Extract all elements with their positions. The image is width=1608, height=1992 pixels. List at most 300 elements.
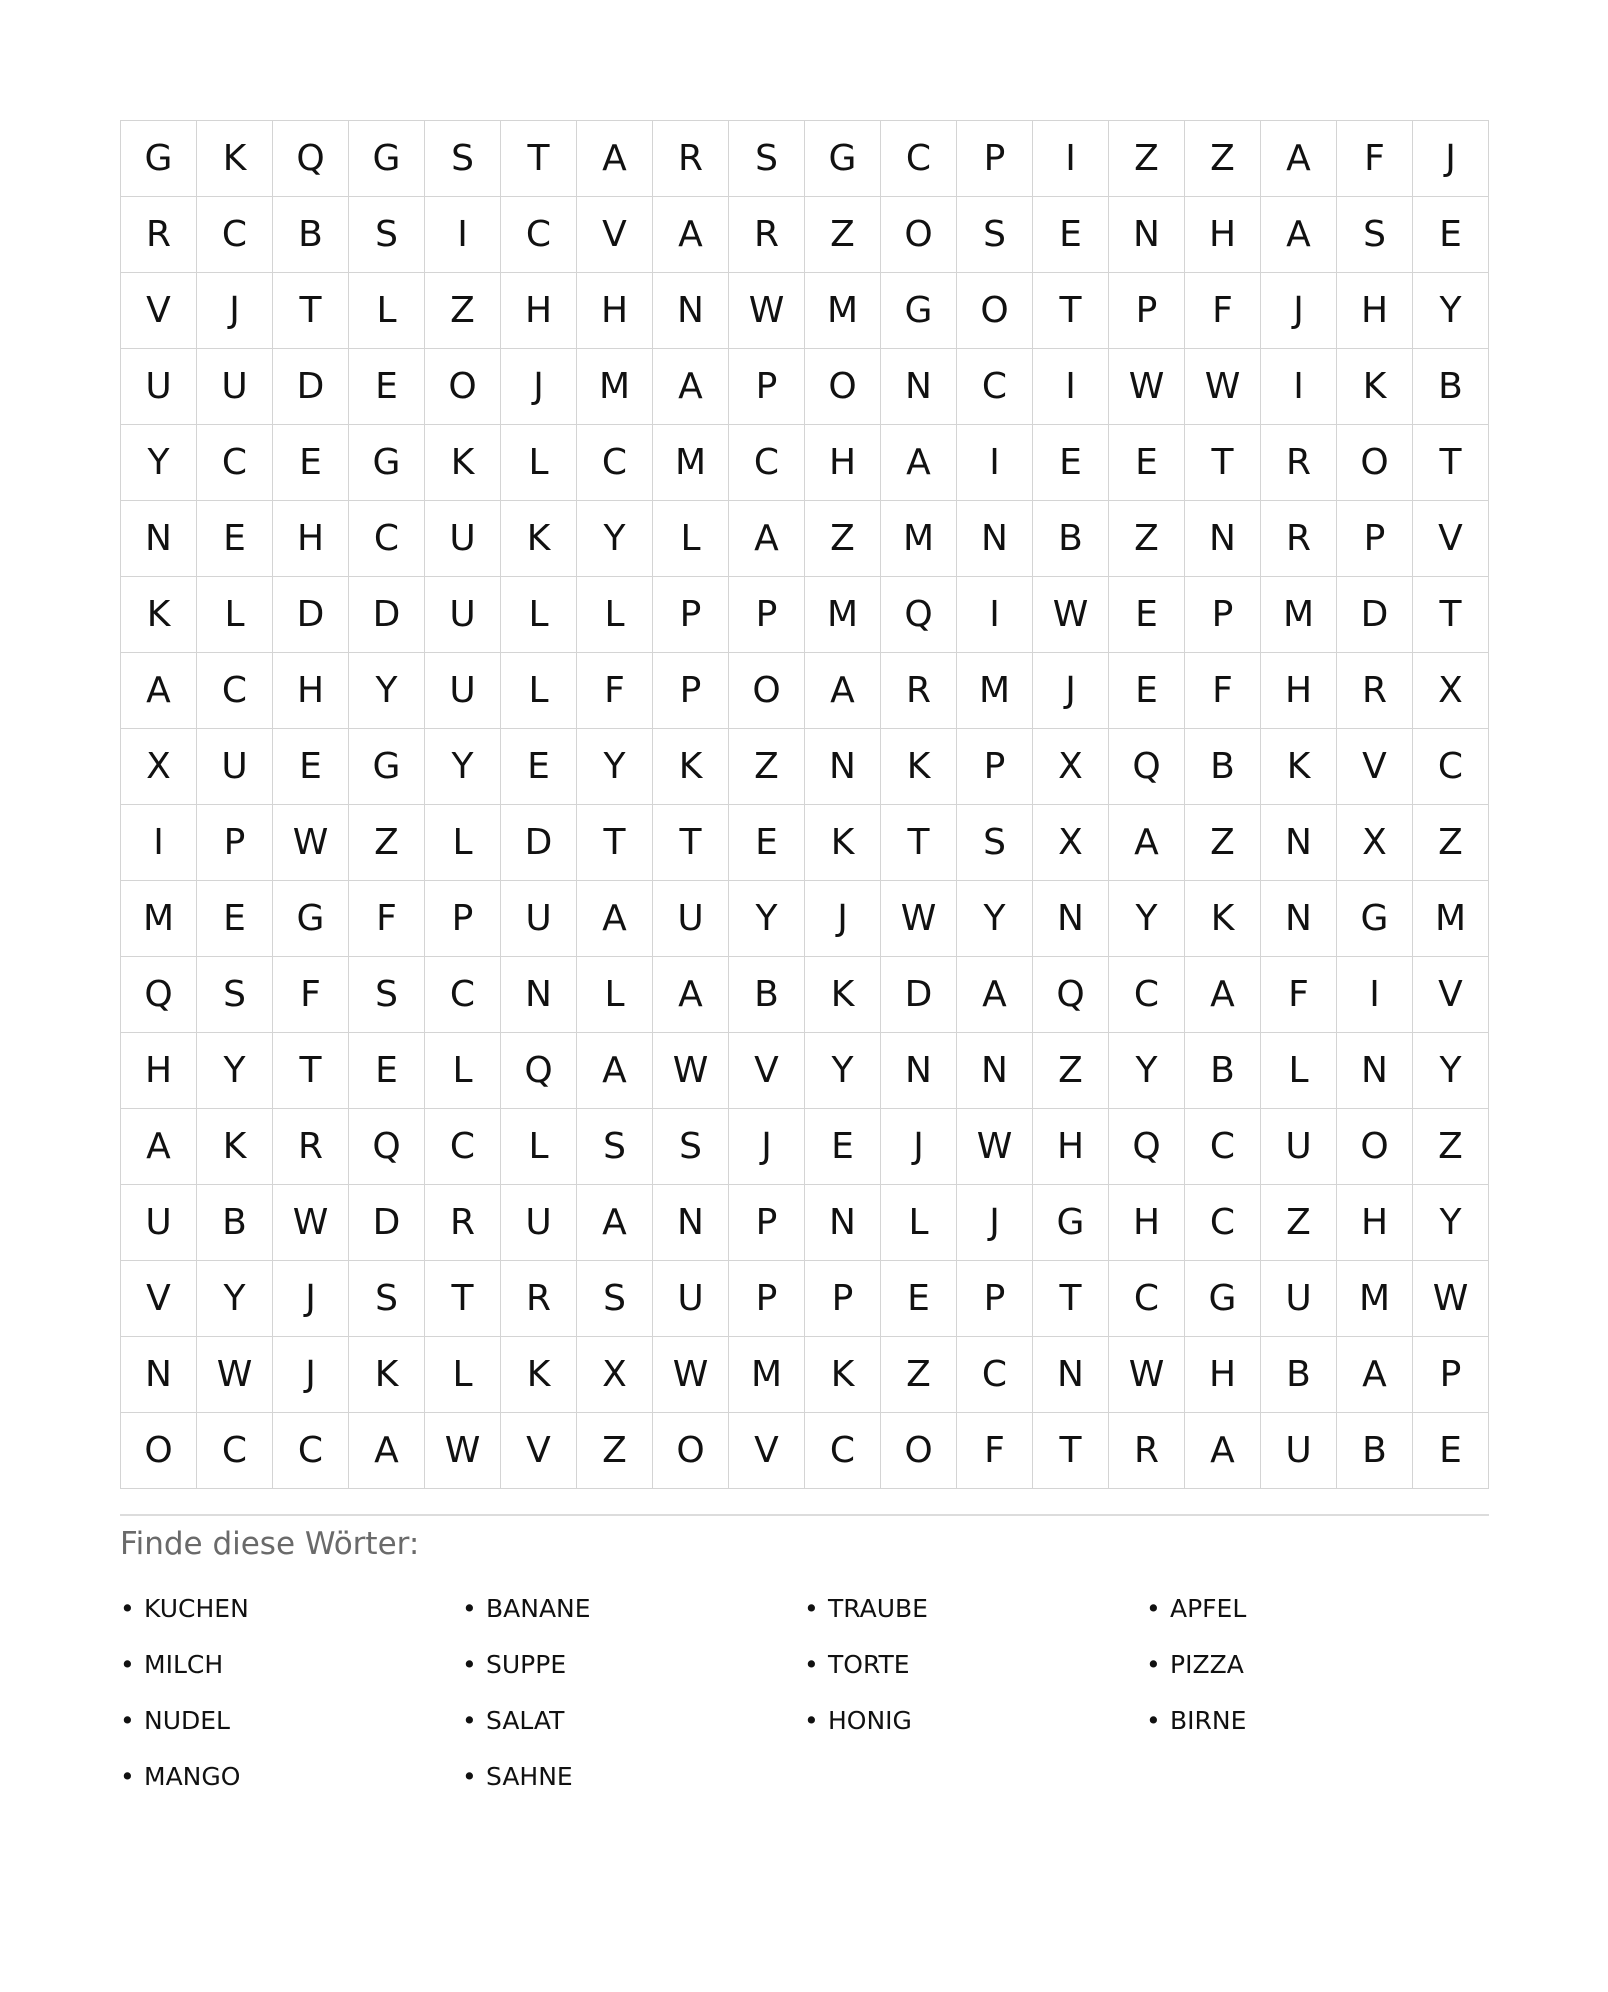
grid-cell[interactable]: M: [729, 1337, 805, 1413]
grid-cell[interactable]: K: [501, 501, 577, 577]
grid-cell[interactable]: C: [957, 349, 1033, 425]
grid-cell[interactable]: E: [729, 805, 805, 881]
grid-cell[interactable]: N: [1033, 1337, 1109, 1413]
grid-cell[interactable]: C: [577, 425, 653, 501]
grid-cell[interactable]: G: [349, 425, 425, 501]
grid-cell[interactable]: I: [957, 577, 1033, 653]
grid-cell[interactable]: O: [1337, 1109, 1413, 1185]
grid-cell[interactable]: U: [197, 349, 273, 425]
grid-cell[interactable]: V: [577, 197, 653, 273]
grid-cell[interactable]: C: [729, 425, 805, 501]
grid-cell[interactable]: N: [1261, 805, 1337, 881]
grid-cell[interactable]: J: [881, 1109, 957, 1185]
grid-cell[interactable]: P: [1337, 501, 1413, 577]
grid-cell[interactable]: A: [577, 1033, 653, 1109]
grid-cell[interactable]: N: [501, 957, 577, 1033]
grid-cell[interactable]: J: [805, 881, 881, 957]
grid-cell[interactable]: B: [1261, 1337, 1337, 1413]
grid-cell[interactable]: E: [349, 1033, 425, 1109]
grid-cell[interactable]: B: [273, 197, 349, 273]
grid-cell[interactable]: A: [121, 653, 197, 729]
grid-cell[interactable]: C: [273, 1413, 349, 1489]
grid-cell[interactable]: K: [197, 121, 273, 197]
grid-cell[interactable]: Z: [729, 729, 805, 805]
grid-cell[interactable]: V: [1337, 729, 1413, 805]
grid-cell[interactable]: E: [197, 501, 273, 577]
grid-cell[interactable]: V: [1413, 501, 1489, 577]
grid-cell[interactable]: M: [1413, 881, 1489, 957]
grid-cell[interactable]: W: [1109, 349, 1185, 425]
grid-cell[interactable]: W: [957, 1109, 1033, 1185]
grid-cell[interactable]: Q: [273, 121, 349, 197]
grid-cell[interactable]: A: [577, 121, 653, 197]
grid-cell[interactable]: U: [1261, 1109, 1337, 1185]
grid-cell[interactable]: A: [121, 1109, 197, 1185]
grid-cell[interactable]: Y: [197, 1033, 273, 1109]
grid-cell[interactable]: H: [121, 1033, 197, 1109]
grid-cell[interactable]: S: [425, 121, 501, 197]
grid-cell[interactable]: G: [805, 121, 881, 197]
grid-cell[interactable]: P: [805, 1261, 881, 1337]
grid-cell[interactable]: Z: [425, 273, 501, 349]
grid-cell[interactable]: Q: [881, 577, 957, 653]
grid-cell[interactable]: K: [805, 957, 881, 1033]
grid-cell[interactable]: G: [1033, 1185, 1109, 1261]
grid-cell[interactable]: H: [1185, 197, 1261, 273]
grid-cell[interactable]: P: [653, 577, 729, 653]
grid-cell[interactable]: M: [957, 653, 1033, 729]
grid-cell[interactable]: Z: [1109, 501, 1185, 577]
grid-cell[interactable]: N: [1033, 881, 1109, 957]
grid-cell[interactable]: M: [1337, 1261, 1413, 1337]
grid-cell[interactable]: P: [957, 1261, 1033, 1337]
grid-cell[interactable]: R: [121, 197, 197, 273]
grid-cell[interactable]: J: [273, 1337, 349, 1413]
grid-cell[interactable]: W: [273, 1185, 349, 1261]
grid-cell[interactable]: N: [653, 273, 729, 349]
grid-cell[interactable]: F: [1337, 121, 1413, 197]
grid-cell[interactable]: L: [653, 501, 729, 577]
grid-cell[interactable]: L: [425, 1033, 501, 1109]
grid-cell[interactable]: Y: [349, 653, 425, 729]
grid-cell[interactable]: I: [1033, 121, 1109, 197]
grid-cell[interactable]: W: [1033, 577, 1109, 653]
grid-cell[interactable]: L: [425, 1337, 501, 1413]
grid-cell[interactable]: R: [653, 121, 729, 197]
grid-cell[interactable]: M: [805, 273, 881, 349]
grid-cell[interactable]: Q: [1033, 957, 1109, 1033]
grid-cell[interactable]: S: [349, 957, 425, 1033]
grid-cell[interactable]: K: [1337, 349, 1413, 425]
grid-cell[interactable]: Y: [1413, 1185, 1489, 1261]
grid-cell[interactable]: C: [197, 1413, 273, 1489]
grid-cell[interactable]: C: [1185, 1109, 1261, 1185]
grid-cell[interactable]: O: [881, 1413, 957, 1489]
grid-cell[interactable]: U: [425, 577, 501, 653]
grid-cell[interactable]: Q: [1109, 1109, 1185, 1185]
grid-cell[interactable]: C: [349, 501, 425, 577]
grid-cell[interactable]: A: [349, 1413, 425, 1489]
grid-cell[interactable]: M: [121, 881, 197, 957]
grid-cell[interactable]: J: [729, 1109, 805, 1185]
grid-cell[interactable]: E: [1033, 425, 1109, 501]
grid-cell[interactable]: H: [1185, 1337, 1261, 1413]
grid-cell[interactable]: A: [1185, 957, 1261, 1033]
grid-cell[interactable]: A: [729, 501, 805, 577]
grid-cell[interactable]: W: [1109, 1337, 1185, 1413]
grid-cell[interactable]: B: [1185, 729, 1261, 805]
grid-cell[interactable]: N: [881, 349, 957, 425]
grid-cell[interactable]: T: [1185, 425, 1261, 501]
grid-cell[interactable]: C: [197, 425, 273, 501]
grid-cell[interactable]: E: [1413, 197, 1489, 273]
grid-cell[interactable]: T: [1413, 577, 1489, 653]
grid-cell[interactable]: N: [957, 1033, 1033, 1109]
grid-cell[interactable]: V: [501, 1413, 577, 1489]
grid-cell[interactable]: C: [1185, 1185, 1261, 1261]
grid-cell[interactable]: S: [729, 121, 805, 197]
grid-cell[interactable]: N: [1261, 881, 1337, 957]
grid-cell[interactable]: W: [1185, 349, 1261, 425]
grid-cell[interactable]: C: [197, 653, 273, 729]
grid-cell[interactable]: P: [729, 577, 805, 653]
grid-cell[interactable]: K: [501, 1337, 577, 1413]
grid-cell[interactable]: Z: [1185, 805, 1261, 881]
grid-cell[interactable]: H: [577, 273, 653, 349]
grid-cell[interactable]: N: [881, 1033, 957, 1109]
grid-cell[interactable]: W: [653, 1033, 729, 1109]
grid-cell[interactable]: G: [121, 121, 197, 197]
grid-cell[interactable]: T: [273, 1033, 349, 1109]
grid-cell[interactable]: O: [881, 197, 957, 273]
grid-cell[interactable]: Y: [1109, 881, 1185, 957]
grid-cell[interactable]: Y: [425, 729, 501, 805]
grid-cell[interactable]: N: [805, 1185, 881, 1261]
grid-cell[interactable]: W: [1413, 1261, 1489, 1337]
grid-cell[interactable]: Y: [957, 881, 1033, 957]
grid-cell[interactable]: Z: [1185, 121, 1261, 197]
grid-cell[interactable]: K: [653, 729, 729, 805]
grid-cell[interactable]: V: [121, 273, 197, 349]
grid-cell[interactable]: R: [1261, 425, 1337, 501]
grid-cell[interactable]: H: [273, 653, 349, 729]
grid-cell[interactable]: U: [653, 881, 729, 957]
grid-cell[interactable]: Z: [881, 1337, 957, 1413]
grid-cell[interactable]: P: [957, 121, 1033, 197]
grid-cell[interactable]: J: [273, 1261, 349, 1337]
grid-cell[interactable]: J: [197, 273, 273, 349]
grid-cell[interactable]: B: [197, 1185, 273, 1261]
grid-cell[interactable]: Q: [501, 1033, 577, 1109]
grid-cell[interactable]: L: [501, 577, 577, 653]
grid-cell[interactable]: H: [501, 273, 577, 349]
grid-cell[interactable]: F: [957, 1413, 1033, 1489]
grid-cell[interactable]: T: [1033, 1261, 1109, 1337]
grid-cell[interactable]: B: [729, 957, 805, 1033]
grid-cell[interactable]: C: [1109, 957, 1185, 1033]
grid-cell[interactable]: N: [121, 1337, 197, 1413]
grid-cell[interactable]: C: [805, 1413, 881, 1489]
grid-cell[interactable]: A: [881, 425, 957, 501]
grid-cell[interactable]: H: [1109, 1185, 1185, 1261]
grid-cell[interactable]: M: [805, 577, 881, 653]
grid-cell[interactable]: Y: [197, 1261, 273, 1337]
grid-cell[interactable]: N: [957, 501, 1033, 577]
grid-cell[interactable]: L: [501, 425, 577, 501]
grid-cell[interactable]: A: [653, 197, 729, 273]
grid-cell[interactable]: P: [197, 805, 273, 881]
grid-cell[interactable]: A: [577, 881, 653, 957]
grid-cell[interactable]: S: [349, 1261, 425, 1337]
grid-cell[interactable]: F: [273, 957, 349, 1033]
grid-cell[interactable]: Q: [121, 957, 197, 1033]
grid-cell[interactable]: S: [197, 957, 273, 1033]
grid-cell[interactable]: I: [425, 197, 501, 273]
grid-cell[interactable]: D: [349, 577, 425, 653]
grid-cell[interactable]: O: [121, 1413, 197, 1489]
grid-cell[interactable]: Y: [805, 1033, 881, 1109]
grid-cell[interactable]: V: [729, 1413, 805, 1489]
grid-cell[interactable]: N: [653, 1185, 729, 1261]
grid-cell[interactable]: E: [805, 1109, 881, 1185]
grid-cell[interactable]: F: [1261, 957, 1337, 1033]
grid-cell[interactable]: K: [805, 805, 881, 881]
grid-cell[interactable]: B: [1337, 1413, 1413, 1489]
grid-cell[interactable]: V: [1413, 957, 1489, 1033]
grid-cell[interactable]: X: [1033, 805, 1109, 881]
grid-cell[interactable]: C: [425, 957, 501, 1033]
grid-cell[interactable]: Z: [1413, 1109, 1489, 1185]
grid-cell[interactable]: N: [121, 501, 197, 577]
grid-cell[interactable]: P: [1185, 577, 1261, 653]
grid-cell[interactable]: A: [805, 653, 881, 729]
grid-cell[interactable]: E: [501, 729, 577, 805]
grid-cell[interactable]: O: [957, 273, 1033, 349]
grid-cell[interactable]: T: [501, 121, 577, 197]
grid-cell[interactable]: P: [653, 653, 729, 729]
grid-cell[interactable]: L: [501, 653, 577, 729]
grid-cell[interactable]: F: [349, 881, 425, 957]
grid-cell[interactable]: T: [881, 805, 957, 881]
grid-cell[interactable]: S: [577, 1261, 653, 1337]
grid-cell[interactable]: E: [1109, 653, 1185, 729]
grid-cell[interactable]: G: [349, 729, 425, 805]
grid-cell[interactable]: U: [121, 349, 197, 425]
grid-cell[interactable]: I: [957, 425, 1033, 501]
grid-cell[interactable]: L: [1261, 1033, 1337, 1109]
grid-cell[interactable]: I: [1337, 957, 1413, 1033]
grid-cell[interactable]: T: [273, 273, 349, 349]
grid-cell[interactable]: B: [1033, 501, 1109, 577]
grid-cell[interactable]: U: [425, 501, 501, 577]
grid-cell[interactable]: L: [425, 805, 501, 881]
grid-cell[interactable]: O: [805, 349, 881, 425]
grid-cell[interactable]: D: [1337, 577, 1413, 653]
grid-cell[interactable]: R: [1337, 653, 1413, 729]
grid-cell[interactable]: Y: [1109, 1033, 1185, 1109]
grid-cell[interactable]: C: [1413, 729, 1489, 805]
grid-cell[interactable]: C: [1109, 1261, 1185, 1337]
grid-cell[interactable]: X: [121, 729, 197, 805]
grid-cell[interactable]: L: [501, 1109, 577, 1185]
grid-cell[interactable]: S: [653, 1109, 729, 1185]
grid-cell[interactable]: L: [577, 957, 653, 1033]
grid-cell[interactable]: I: [121, 805, 197, 881]
grid-cell[interactable]: H: [1337, 1185, 1413, 1261]
grid-cell[interactable]: W: [729, 273, 805, 349]
grid-cell[interactable]: Z: [1033, 1033, 1109, 1109]
grid-cell[interactable]: X: [577, 1337, 653, 1413]
grid-cell[interactable]: S: [957, 197, 1033, 273]
grid-cell[interactable]: F: [1185, 653, 1261, 729]
grid-cell[interactable]: J: [957, 1185, 1033, 1261]
grid-cell[interactable]: Y: [121, 425, 197, 501]
grid-cell[interactable]: E: [1109, 577, 1185, 653]
grid-cell[interactable]: B: [1413, 349, 1489, 425]
grid-cell[interactable]: Z: [349, 805, 425, 881]
grid-cell[interactable]: C: [957, 1337, 1033, 1413]
grid-cell[interactable]: R: [273, 1109, 349, 1185]
grid-cell[interactable]: Z: [577, 1413, 653, 1489]
grid-cell[interactable]: Z: [1109, 121, 1185, 197]
grid-cell[interactable]: C: [881, 121, 957, 197]
grid-cell[interactable]: E: [197, 881, 273, 957]
grid-cell[interactable]: G: [273, 881, 349, 957]
grid-cell[interactable]: U: [653, 1261, 729, 1337]
grid-cell[interactable]: A: [1337, 1337, 1413, 1413]
grid-cell[interactable]: O: [425, 349, 501, 425]
grid-cell[interactable]: U: [1261, 1413, 1337, 1489]
grid-cell[interactable]: U: [1261, 1261, 1337, 1337]
grid-cell[interactable]: F: [1185, 273, 1261, 349]
grid-cell[interactable]: T: [1033, 1413, 1109, 1489]
grid-cell[interactable]: A: [1261, 197, 1337, 273]
grid-cell[interactable]: U: [501, 881, 577, 957]
grid-cell[interactable]: J: [501, 349, 577, 425]
grid-cell[interactable]: T: [1033, 273, 1109, 349]
grid-cell[interactable]: K: [425, 425, 501, 501]
grid-cell[interactable]: J: [1413, 121, 1489, 197]
grid-cell[interactable]: R: [1109, 1413, 1185, 1489]
grid-cell[interactable]: S: [957, 805, 1033, 881]
grid-cell[interactable]: H: [1337, 273, 1413, 349]
grid-cell[interactable]: E: [273, 425, 349, 501]
grid-cell[interactable]: N: [1185, 501, 1261, 577]
grid-cell[interactable]: L: [349, 273, 425, 349]
grid-cell[interactable]: D: [273, 349, 349, 425]
grid-cell[interactable]: A: [653, 349, 729, 425]
grid-cell[interactable]: M: [881, 501, 957, 577]
grid-cell[interactable]: G: [1337, 881, 1413, 957]
grid-cell[interactable]: S: [1337, 197, 1413, 273]
grid-cell[interactable]: X: [1337, 805, 1413, 881]
grid-cell[interactable]: R: [881, 653, 957, 729]
grid-cell[interactable]: T: [425, 1261, 501, 1337]
grid-cell[interactable]: U: [425, 653, 501, 729]
grid-cell[interactable]: Q: [1109, 729, 1185, 805]
grid-cell[interactable]: K: [1261, 729, 1337, 805]
grid-cell[interactable]: H: [1261, 653, 1337, 729]
grid-cell[interactable]: W: [881, 881, 957, 957]
grid-cell[interactable]: M: [1261, 577, 1337, 653]
grid-cell[interactable]: M: [577, 349, 653, 425]
grid-cell[interactable]: L: [881, 1185, 957, 1261]
grid-cell[interactable]: F: [577, 653, 653, 729]
grid-cell[interactable]: A: [957, 957, 1033, 1033]
grid-cell[interactable]: V: [121, 1261, 197, 1337]
grid-cell[interactable]: K: [349, 1337, 425, 1413]
grid-cell[interactable]: R: [729, 197, 805, 273]
grid-cell[interactable]: Z: [1413, 805, 1489, 881]
grid-cell[interactable]: O: [653, 1413, 729, 1489]
grid-cell[interactable]: E: [273, 729, 349, 805]
grid-cell[interactable]: Y: [577, 501, 653, 577]
grid-cell[interactable]: T: [1413, 425, 1489, 501]
grid-cell[interactable]: C: [197, 197, 273, 273]
grid-cell[interactable]: N: [1337, 1033, 1413, 1109]
grid-cell[interactable]: K: [881, 729, 957, 805]
grid-cell[interactable]: V: [729, 1033, 805, 1109]
grid-cell[interactable]: Z: [1261, 1185, 1337, 1261]
grid-cell[interactable]: M: [653, 425, 729, 501]
grid-cell[interactable]: J: [1261, 273, 1337, 349]
grid-cell[interactable]: A: [1109, 805, 1185, 881]
grid-cell[interactable]: A: [577, 1185, 653, 1261]
grid-cell[interactable]: X: [1413, 653, 1489, 729]
grid-cell[interactable]: N: [805, 729, 881, 805]
grid-cell[interactable]: H: [1033, 1109, 1109, 1185]
grid-cell[interactable]: T: [577, 805, 653, 881]
grid-cell[interactable]: P: [425, 881, 501, 957]
grid-cell[interactable]: K: [121, 577, 197, 653]
grid-cell[interactable]: G: [881, 273, 957, 349]
grid-cell[interactable]: K: [1185, 881, 1261, 957]
grid-cell[interactable]: O: [1337, 425, 1413, 501]
grid-cell[interactable]: P: [729, 349, 805, 425]
grid-cell[interactable]: L: [577, 577, 653, 653]
grid-cell[interactable]: L: [197, 577, 273, 653]
grid-cell[interactable]: P: [1109, 273, 1185, 349]
grid-cell[interactable]: P: [729, 1261, 805, 1337]
grid-cell[interactable]: Q: [349, 1109, 425, 1185]
grid-cell[interactable]: Y: [1413, 1033, 1489, 1109]
grid-cell[interactable]: U: [121, 1185, 197, 1261]
grid-cell[interactable]: A: [653, 957, 729, 1033]
grid-cell[interactable]: P: [1413, 1337, 1489, 1413]
grid-cell[interactable]: N: [1109, 197, 1185, 273]
grid-cell[interactable]: K: [197, 1109, 273, 1185]
grid-cell[interactable]: X: [1033, 729, 1109, 805]
grid-cell[interactable]: H: [273, 501, 349, 577]
grid-cell[interactable]: R: [425, 1185, 501, 1261]
grid-cell[interactable]: Y: [729, 881, 805, 957]
grid-cell[interactable]: W: [425, 1413, 501, 1489]
grid-cell[interactable]: W: [273, 805, 349, 881]
grid-cell[interactable]: J: [1033, 653, 1109, 729]
grid-cell[interactable]: S: [349, 197, 425, 273]
grid-cell[interactable]: P: [729, 1185, 805, 1261]
grid-cell[interactable]: E: [1109, 425, 1185, 501]
grid-cell[interactable]: Y: [1413, 273, 1489, 349]
grid-cell[interactable]: D: [881, 957, 957, 1033]
grid-cell[interactable]: A: [1261, 121, 1337, 197]
grid-cell[interactable]: A: [1185, 1413, 1261, 1489]
grid-cell[interactable]: B: [1185, 1033, 1261, 1109]
grid-cell[interactable]: D: [501, 805, 577, 881]
grid-cell[interactable]: K: [805, 1337, 881, 1413]
grid-cell[interactable]: O: [729, 653, 805, 729]
grid-cell[interactable]: U: [197, 729, 273, 805]
